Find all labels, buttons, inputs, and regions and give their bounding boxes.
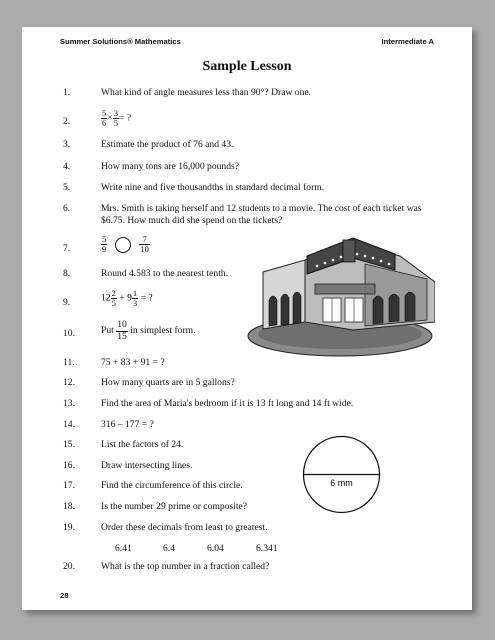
question-number: 19. (63, 522, 75, 533)
question-number: 2. (63, 116, 71, 127)
question-text: Mrs. Smith is taking herself and 12 students to a movie. The cost of each ticket was $6.75. How much did she spend on the tickets? (101, 203, 422, 226)
question-text: How many quarts are in 5 gallons? (101, 377, 235, 388)
numerator: 3 (113, 108, 119, 118)
page-header (60, 37, 434, 46)
question-number: 13. (63, 398, 75, 409)
denominator: 6 (102, 118, 107, 128)
fraction (132, 289, 138, 308)
question-text: Is the number 29 prime or composite? (101, 501, 248, 512)
denominator: 5 (113, 118, 119, 128)
question-text: Put (101, 325, 114, 337)
question-text: Draw intersecting lines. (101, 460, 193, 471)
header-level: Intermediate A (381, 37, 434, 46)
question-text: How many tons are 16,000 pounds? (101, 161, 240, 172)
numerator: 10 (117, 319, 127, 330)
movie-theater-illustration (245, 234, 435, 359)
question-text: 75 + 83 + 91 = ? (101, 357, 165, 368)
diameter-label: 6 mm (330, 478, 353, 488)
question-text: What is the top number in a fraction called? (101, 561, 270, 572)
question-number: 4. (63, 161, 71, 172)
page-number: 28 (60, 591, 69, 600)
equals-question: = ? (119, 112, 132, 124)
numerator: 1 (132, 288, 138, 298)
question-number: 3. (63, 139, 71, 150)
question-number: 1. (63, 87, 71, 98)
numerator: 2 (111, 288, 116, 298)
denominator: 5 (111, 298, 116, 308)
question-number: 7. (63, 243, 71, 254)
decimal-value: 6.04 (207, 543, 224, 554)
question-text: What kind of angle measures less than 90°? Draw one. (101, 87, 312, 98)
fraction (111, 289, 117, 308)
denominator: 15 (117, 330, 127, 342)
question-text: 316 – 177 = ? (101, 419, 154, 430)
question-number: 14. (63, 419, 75, 430)
question-text: Estimate the product of 76 and 43. (101, 139, 234, 150)
question-text: Write nine and five thousandths in standard decimal form. (101, 182, 325, 193)
question-number: 10. (63, 328, 75, 339)
question-number: 17. (63, 480, 75, 491)
numerator: 5 (102, 108, 107, 118)
question-text: Find the circumference of this circle. (101, 480, 243, 491)
fraction (101, 235, 107, 254)
lesson-title: Sample Lesson (202, 59, 292, 74)
denominator: 3 (132, 298, 138, 308)
equals-question: = ? (140, 292, 153, 304)
whole-number: 12 (101, 292, 111, 304)
numerator: 7 (139, 235, 150, 245)
question-text: List the factors of 24. (101, 439, 184, 450)
operator: × (107, 112, 113, 124)
question-number: 15. (63, 439, 75, 450)
question-text: in simplest form. (130, 325, 196, 337)
decimal-value: 6.341 (256, 543, 278, 554)
fraction (139, 235, 150, 254)
question-number: 11. (63, 357, 75, 368)
numerator: 5 (102, 234, 107, 244)
question-number: 8. (63, 268, 71, 279)
question-number: 12. (63, 377, 75, 388)
question-number: 16. (63, 460, 75, 471)
question-expression (101, 109, 431, 128)
denominator: 9 (102, 244, 107, 254)
question-number: 20. (63, 561, 75, 572)
question-number: 9. (63, 297, 71, 308)
worksheet-page (22, 27, 472, 610)
question-number: 5. (63, 182, 71, 193)
circle-diagram (299, 432, 384, 517)
fraction (116, 320, 128, 342)
question-text: Round 4.583 to the nearest tenth. (101, 268, 229, 279)
question-text: Order these decimals from least to greatest. (101, 522, 268, 533)
question-number: 6. (63, 203, 71, 214)
comparison-circle (115, 237, 131, 253)
denominator: 10 (140, 244, 149, 254)
question-number: 18. (63, 501, 75, 512)
decimal-value: 6.41 (115, 543, 132, 554)
question-text: Find the area of Maria's bedroom if it is 13 ft long and 14 ft wide. (101, 398, 354, 409)
decimal-value: 6.4 (163, 543, 175, 554)
header-book-title: Summer Solutions® Mathematics (60, 37, 181, 46)
operator: + 9 (119, 292, 132, 304)
